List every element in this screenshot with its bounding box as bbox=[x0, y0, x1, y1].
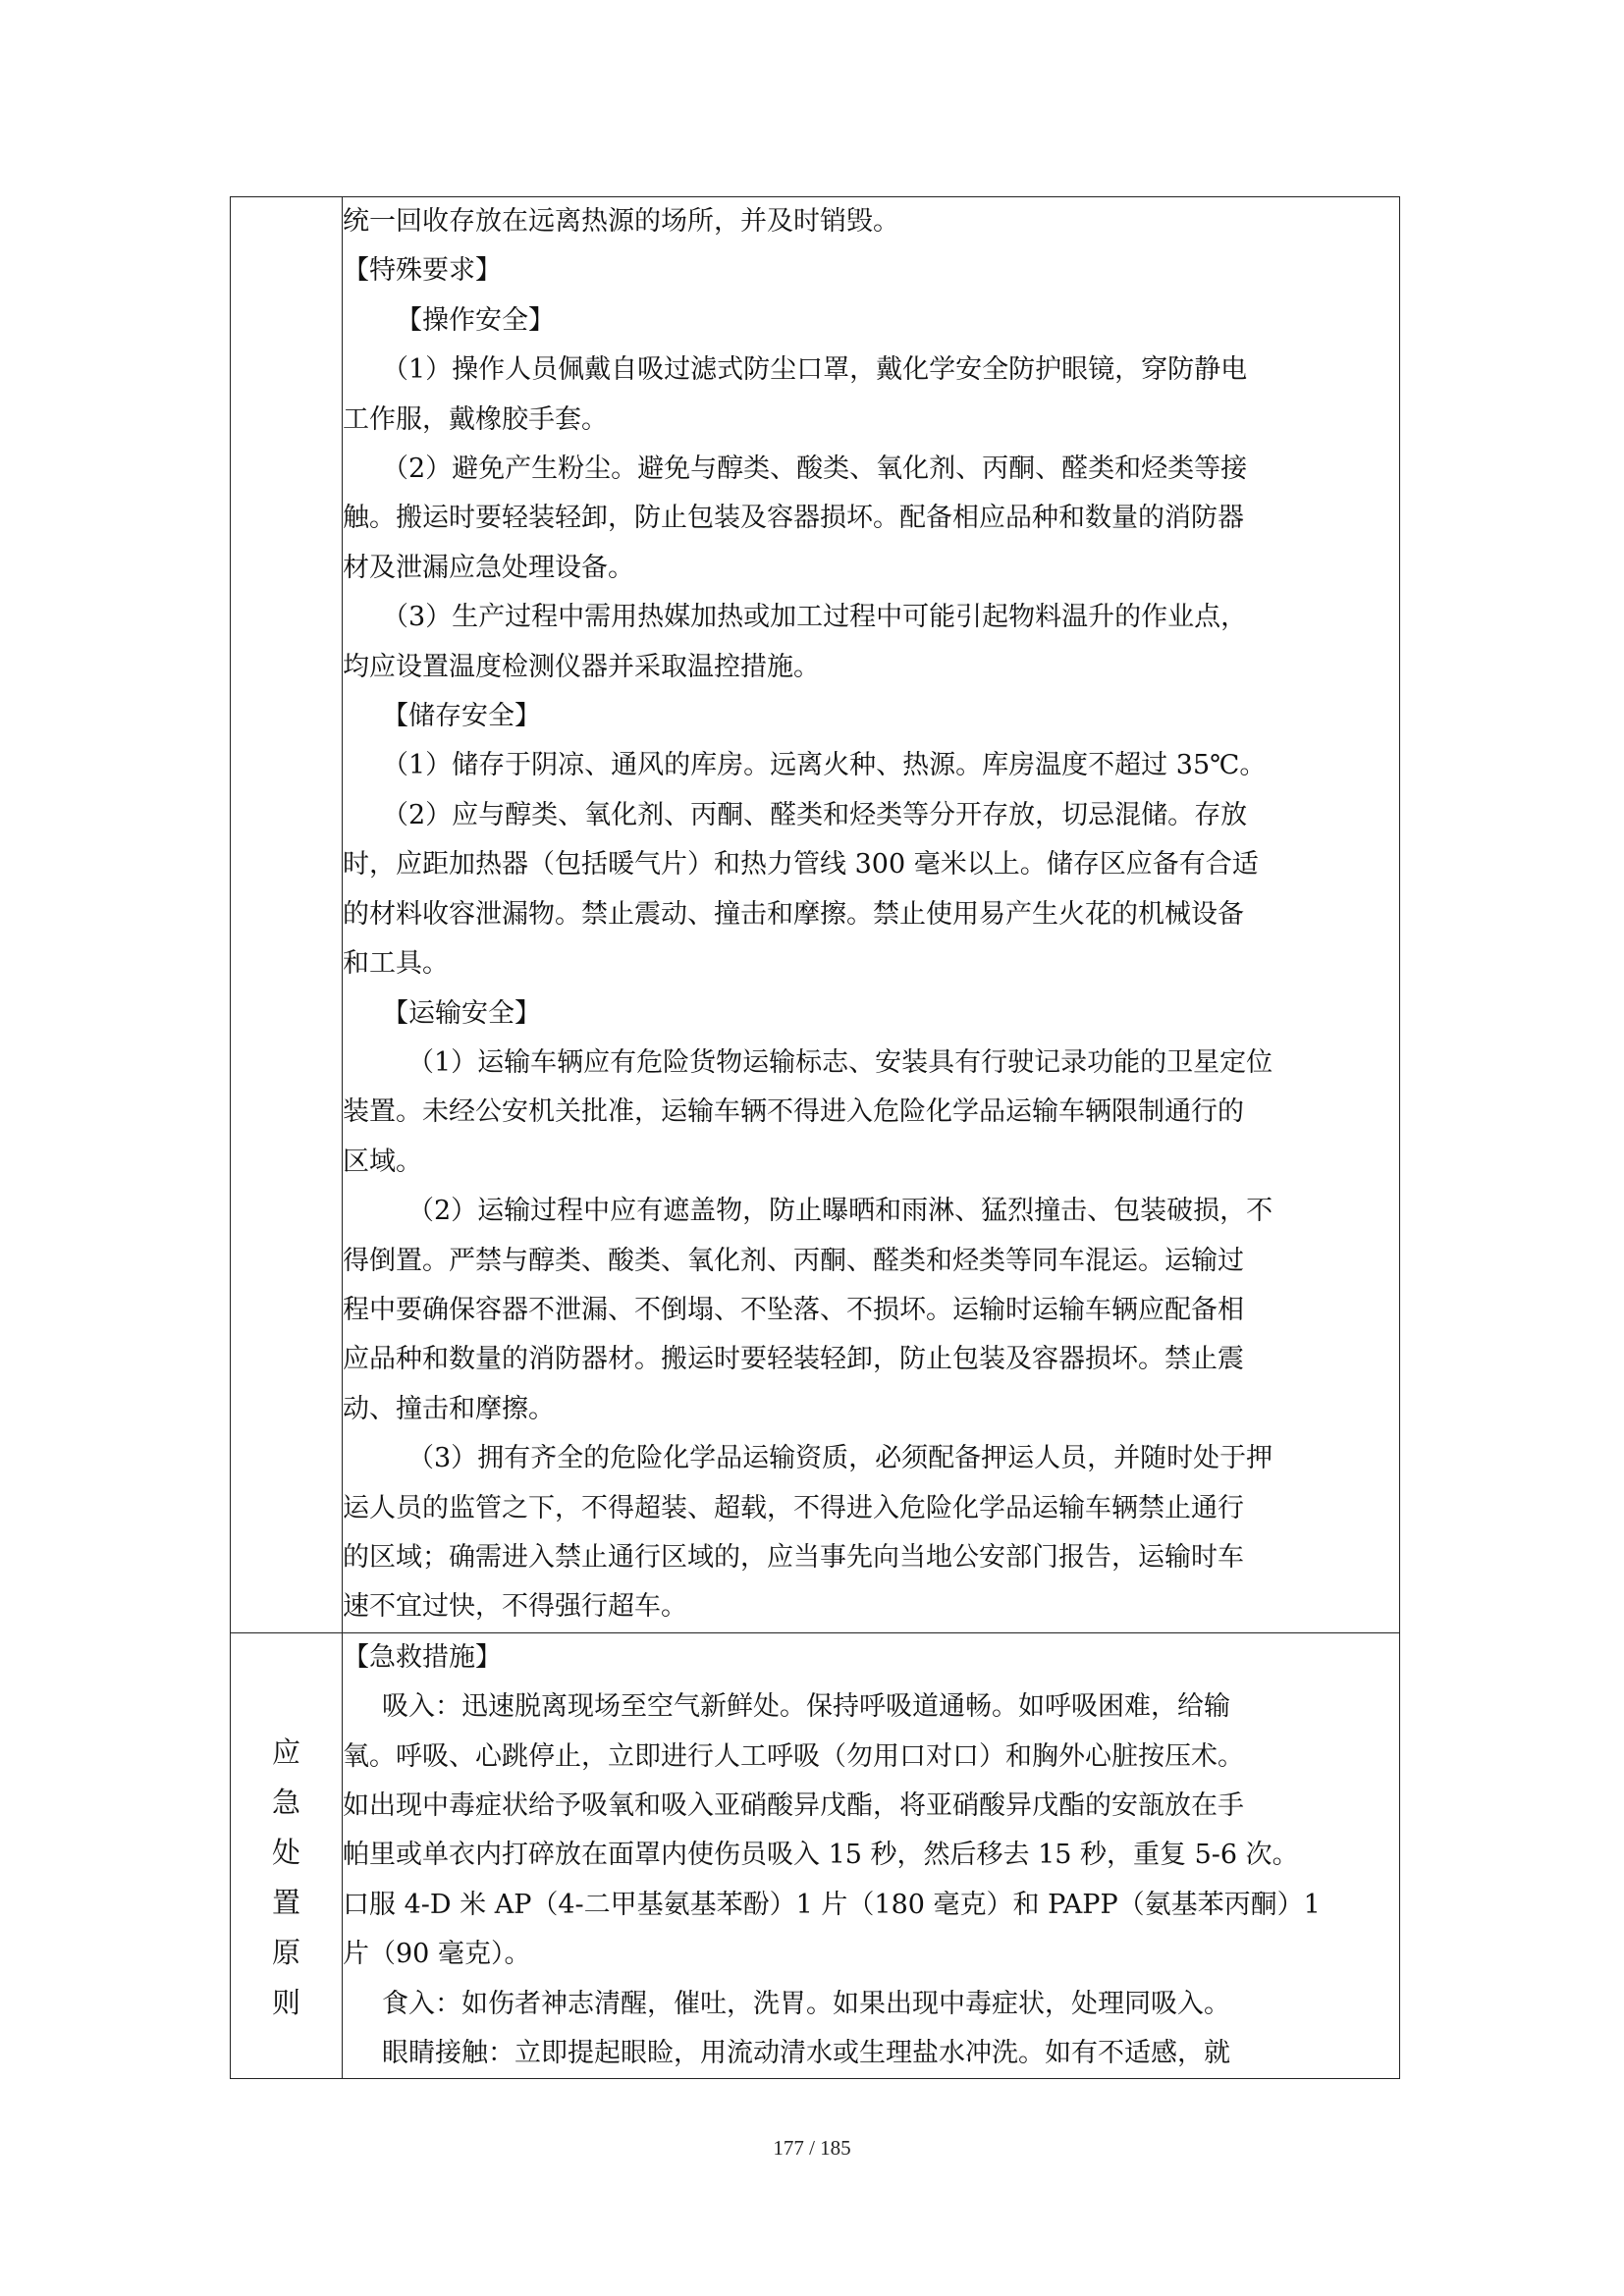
row-label-char: 应 bbox=[271, 1735, 300, 1769]
text-line: 如出现中毒症状给予吸氧和吸入亚硝酸异戊酯，将亚硝酸异戊酯的安瓿放在手 bbox=[343, 1790, 1244, 1821]
text-line: 动、撞击和摩擦。 bbox=[343, 1393, 555, 1424]
text-line: 触。搬运时要轻装轻卸，防止包装及容器损坏。配备相应品种和数量的消防器 bbox=[343, 503, 1244, 534]
text-line: 运人员的监管之下，不得超装、超载，不得进入危险化学品运输车辆禁止通行 bbox=[343, 1492, 1244, 1523]
table-row-storage-transport bbox=[231, 197, 1400, 1633]
section-heading: 【特殊要求】 bbox=[343, 255, 502, 287]
row-label-cell-empty bbox=[231, 197, 343, 1633]
subsection-heading: 【运输安全】 bbox=[382, 997, 541, 1029]
row-label-vertical bbox=[231, 1633, 342, 2028]
page-number: 177 / 185 bbox=[773, 2136, 851, 2160]
text-line: 速不宜过快，不得强行超车。 bbox=[343, 1591, 687, 1623]
text-line: 得倒置。严禁与醇类、酸类、氧化剂、丙酮、醛类和烃类等同车混运。运输过 bbox=[343, 1245, 1244, 1276]
text-line: 应品种和数量的消防器材。搬运时要轻装轻卸，防止包装及容器损坏。禁止震 bbox=[343, 1344, 1244, 1375]
row-label-cell-emergency bbox=[231, 1632, 343, 2079]
text-line: （2）运输过程中应有遮盖物，防止曝晒和雨淋、猛烈撞击、包装破损，不 bbox=[407, 1196, 1273, 1227]
text-line: 统一回收存放在远离热源的场所，并及时销毁。 bbox=[343, 206, 899, 237]
row-label-char: 急 bbox=[271, 1785, 300, 1819]
text-line: 区域。 bbox=[343, 1146, 422, 1177]
text-line: 工作服，戴橡胶手套。 bbox=[343, 403, 608, 435]
text-line: 吸入：迅速脱离现场至空气新鲜处。保持呼吸道通畅。如呼吸困难，给输 bbox=[382, 1691, 1230, 1723]
text-line: （1）储存于阴凉、通风的库房。远离火种、热源。库房温度不超过 35℃。 bbox=[382, 750, 1267, 781]
row-label-char: 置 bbox=[271, 1885, 300, 1919]
text-line: 程中要确保容器不泄漏、不倒塌、不坠落、不损坏。运输时运输车辆应配备相 bbox=[343, 1294, 1244, 1325]
text-line: 和工具。 bbox=[343, 948, 449, 980]
text-line: 装置。未经公安机关批准，运输车辆不得进入危险化学品运输车辆限制通行的 bbox=[343, 1096, 1244, 1128]
section-heading: 【急救措施】 bbox=[343, 1641, 502, 1673]
text-line: 片（90 毫克）。 bbox=[343, 1939, 531, 1970]
table-row-emergency bbox=[231, 1632, 1400, 2079]
row-label-char: 原 bbox=[271, 1935, 300, 1969]
text-line: （3）生产过程中需用热媒加热或加工过程中可能引起物料温升的作业点， bbox=[382, 602, 1248, 633]
text-line: 帕里或单衣内打碎放在面罩内使伤员吸入 15 秒，然后移去 15 秒，重复 5-6 次。 bbox=[343, 1840, 1299, 1871]
text-line: 眼睛接触：立即提起眼睑，用流动清水或生理盐水冲洗。如有不适感，就 bbox=[382, 2038, 1230, 2069]
text-line: 时，应距加热器（包括暖气片）和热力管线 300 毫米以上。储存区应备有合适 bbox=[343, 849, 1259, 881]
text-line: 食入：如伤者神志清醒，催吐，洗胃。如果出现中毒症状，处理同吸入。 bbox=[382, 1988, 1230, 2019]
text-line: 材及泄漏应急处理设备。 bbox=[343, 552, 634, 583]
row-label-char: 处 bbox=[271, 1835, 300, 1869]
text-line: （3）拥有齐全的危险化学品运输资质，必须配备押运人员，并随时处于押 bbox=[407, 1443, 1273, 1474]
row-label-char: 则 bbox=[271, 1985, 300, 2019]
text-line: 氧。呼吸、心跳停止，立即进行人工呼吸（勿用口对口）和胸外心脏按压术。 bbox=[343, 1740, 1244, 1772]
safety-info-table bbox=[230, 196, 1400, 2079]
text-line: （2）避免产生粉尘。避免与醇类、酸类、氧化剂、丙酮、醛类和烃类等接 bbox=[382, 454, 1248, 485]
text-line: 的材料收容泄漏物。禁止震动、撞击和摩擦。禁止使用易产生火花的机械设备 bbox=[343, 898, 1244, 930]
content-cell-special-requirements bbox=[343, 197, 1400, 1633]
text-line: 口服 4-D 米 AP（4-二甲基氨基苯酚）1 片（180 毫克）和 PAPP（氨基苯丙酮）1 bbox=[343, 1889, 1321, 1920]
text-line: （2）应与醇类、氧化剂、丙酮、醛类和烃类等分开存放，切忌混储。存放 bbox=[382, 799, 1248, 830]
text-line: 均应设置温度检测仪器并采取温控措施。 bbox=[343, 651, 820, 682]
text-line: 的区域；确需进入禁止通行区域的，应当事先向当地公安部门报告，运输时车 bbox=[343, 1541, 1244, 1573]
subsection-heading: 【操作安全】 bbox=[396, 304, 555, 336]
subsection-heading: 【储存安全】 bbox=[382, 701, 541, 732]
content-cell-first-aid bbox=[343, 1632, 1400, 2079]
text-line: （1）操作人员佩戴自吸过滤式防尘口罩，戴化学安全防护眼镜，穿防静电 bbox=[382, 354, 1248, 386]
text-line: （1）运输车辆应有危险货物运输标志、安装具有行驶记录功能的卫星定位 bbox=[407, 1046, 1273, 1078]
